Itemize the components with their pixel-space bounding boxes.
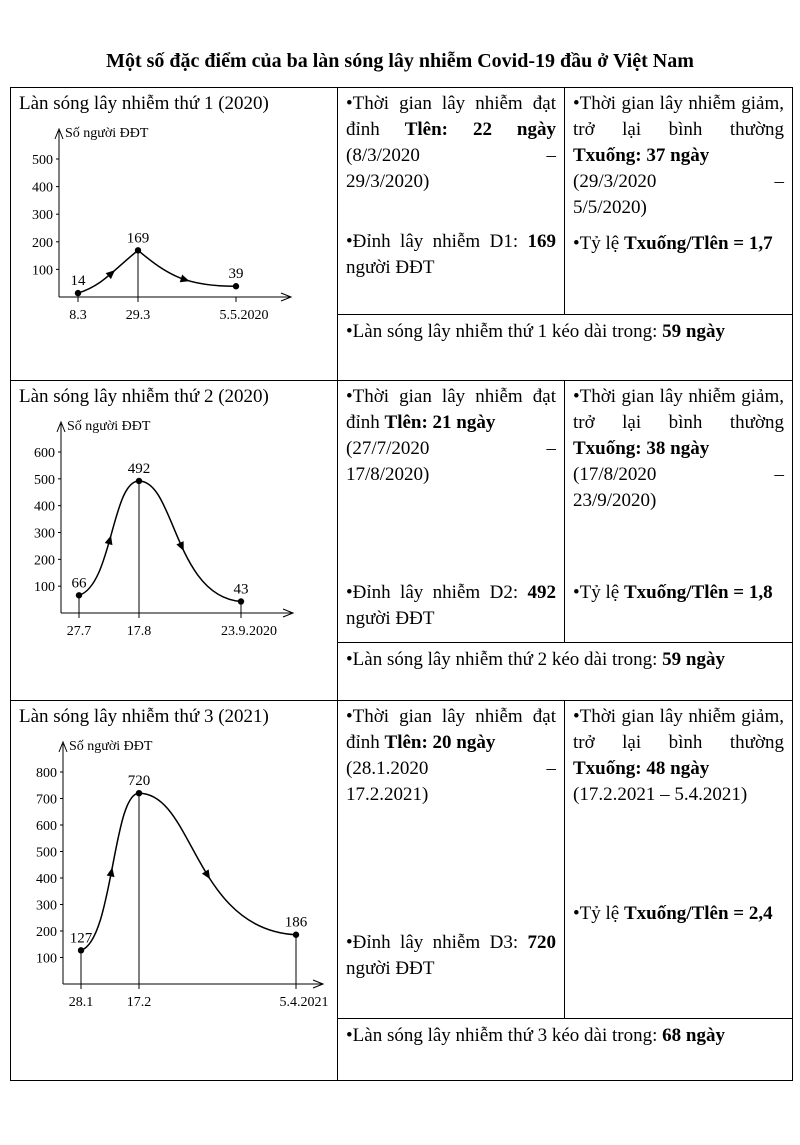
data-point	[136, 790, 142, 796]
data-point	[238, 598, 244, 604]
wave-2-fall-cell	[565, 381, 793, 643]
y-tick-label: 200	[34, 553, 55, 569]
data-label: 186	[284, 914, 308, 931]
x-tick-label: 29.3	[125, 308, 151, 323]
wave-2-duration: •Làn sóng lây nhiễm thứ 2 kéo dài trong: 59 ngày	[346, 649, 725, 670]
x-tick-label: 5.5.2020	[219, 308, 269, 323]
x-tick-label: 23.9.2020	[221, 624, 277, 639]
wave-3-ratio: •Tỷ lệ Txuống/Tlên = 2,4	[573, 903, 773, 924]
wave-1-peak-text: •Đỉnh lây nhiễm D1: 169 người ĐĐT	[346, 231, 557, 278]
wave-2-rise-date-end: 17/8/2020)	[346, 464, 430, 485]
y-tick-label: 400	[32, 180, 53, 196]
wave-1-fall-cell	[565, 88, 793, 315]
wave-curve	[79, 481, 241, 601]
y-tick-label: 300	[36, 898, 57, 914]
y-tick-label: 500	[32, 153, 53, 168]
wave-3-rise-text: •Thời gian lây nhiễm đạt đỉnh Tlên: 20 ngày	[346, 706, 556, 753]
wave-3-rise-date-end: 17.2.2021)	[346, 784, 429, 805]
wave-1-rise-cell	[338, 88, 565, 315]
wave-3-duration: •Làn sóng lây nhiễm thứ 3 kéo dài trong: 68 ngày	[346, 1025, 725, 1046]
x-tick-label: 17.2	[126, 995, 152, 1010]
wave-1-fall-dates: (29/3/2020 –	[573, 171, 784, 192]
data-label: 43	[233, 581, 249, 598]
wave-2-fall-date-end: 23/9/2020)	[573, 490, 657, 511]
wave-1-duration: •Làn sóng lây nhiễm thứ 1 kéo dài trong: 59 ngày	[346, 321, 725, 342]
wave-3-fall-text: •Thời gian lây nhiễm giảm, trở lại bình thường Txuống: 48 ngày	[573, 706, 784, 779]
wave-2-ratio: •Tỷ lệ Txuống/Tlên = 1,8	[573, 582, 773, 603]
x-tick-label: 8.3	[69, 308, 87, 323]
y-tick-label: 300	[32, 208, 53, 224]
y-tick-label: 200	[36, 925, 57, 940]
wave-2-rise-text: •Thời gian lây nhiễm đạt đỉnh Tlên: 21 ngày	[346, 386, 556, 433]
wave-2-row	[11, 381, 793, 643]
x-tick-label: 5.4.2021	[279, 995, 329, 1010]
wave-1-row	[11, 88, 793, 315]
y-tick-label: 300	[34, 526, 55, 542]
wave-3-fall-cell	[565, 701, 793, 1019]
data-label: 720	[127, 773, 151, 790]
y-tick-label: 800	[36, 766, 57, 781]
y-tick-label: 600	[36, 819, 57, 834]
wave-1-chart-cell	[11, 88, 338, 381]
y-tick-label: 400	[36, 872, 57, 887]
data-label: 39	[228, 266, 244, 283]
wave-1-fall-text: •Thời gian lây nhiễm giảm, trở lại bình thường Txuống: 37 ngày	[573, 93, 784, 166]
wave-2-duration-cell	[338, 643, 793, 701]
data-point	[78, 947, 84, 953]
wave-3-rise-cell	[338, 701, 565, 1019]
wave-2-rise-cell	[338, 381, 565, 643]
data-point	[136, 478, 142, 484]
y-tick-label: 200	[32, 235, 53, 251]
wave-1-rise-date-end: 29/3/2020)	[346, 171, 430, 192]
data-point	[233, 283, 239, 289]
wave-3-fall-dates: (17.2.2021 – 5.4.2021)	[573, 784, 748, 805]
data-label: 169	[126, 230, 150, 247]
wave-1-duration-cell	[338, 315, 793, 381]
rise-arrow	[105, 534, 115, 545]
fall-arrow	[180, 275, 191, 285]
fall-arrow	[202, 869, 214, 881]
wave-1-rise-dates: (8/3/2020 –	[346, 145, 556, 166]
wave-2-chart	[11, 414, 337, 676]
data-label: 14	[70, 273, 86, 290]
y-tick-label: 400	[34, 499, 55, 515]
data-point	[76, 592, 82, 598]
wave-2-fall-dates: (17/8/2020 –	[573, 464, 784, 485]
data-label: 492	[127, 460, 151, 477]
data-label: 127	[69, 930, 93, 947]
wave-3-chart	[11, 734, 337, 1044]
wave-3-duration-cell	[338, 1019, 793, 1081]
wave-1-chart	[11, 121, 337, 351]
y-axis-label: Số người ĐĐT	[69, 739, 153, 754]
wave-2-peak-text: •Đỉnh lây nhiễm D2: 492 người ĐĐT	[346, 582, 557, 629]
x-tick-label: 27.7	[66, 624, 92, 639]
y-tick-label: 500	[34, 472, 55, 488]
wave-2-fall-text: •Thời gian lây nhiễm giảm, trở lại bình thường Txuống: 38 ngày	[573, 386, 784, 459]
wave-2-title: Làn sóng lây nhiễm thứ 2 (2020)	[19, 386, 269, 407]
y-tick-label: 100	[34, 580, 55, 596]
y-tick-label: 100	[32, 263, 53, 279]
data-point	[135, 247, 141, 253]
data-point	[293, 932, 299, 938]
x-tick-label: 28.1	[68, 995, 94, 1010]
data-label: 66	[71, 575, 87, 592]
wave-3-peak-text: •Đỉnh lây nhiễm D3: 720 người ĐĐT	[346, 932, 557, 979]
y-axis-label: Số người ĐĐT	[67, 419, 151, 434]
wave-1-title: Làn sóng lây nhiễm thứ 1 (2020)	[19, 93, 269, 114]
wave-2-rise-dates: (27/7/2020 –	[346, 438, 556, 459]
y-tick-label: 100	[36, 951, 57, 967]
wave-2-chart-cell	[11, 381, 338, 701]
wave-3-row	[11, 701, 793, 1019]
wave-3-rise-dates: (28.1.2020 –	[346, 758, 556, 779]
wave-1-rise-text: •Thời gian lây nhiễm đạt đỉnh Tlên: 22 ngày	[346, 93, 556, 140]
wave-3-title: Làn sóng lây nhiễm thứ 3 (2021)	[19, 706, 269, 727]
y-tick-label: 600	[34, 446, 55, 461]
waves-table	[10, 87, 793, 1081]
wave-3-chart-cell	[11, 701, 338, 1081]
wave-1-fall-date-end: 5/5/2020)	[573, 197, 647, 218]
y-axis-label: Số người ĐĐT	[65, 126, 149, 141]
x-tick-label: 17.8	[126, 624, 152, 639]
wave-curve	[78, 250, 236, 293]
y-tick-label: 700	[36, 792, 57, 808]
y-tick-label: 500	[36, 845, 57, 861]
data-point	[75, 290, 81, 296]
fall-arrow	[176, 541, 187, 553]
wave-1-ratio: •Tỷ lệ Txuống/Tlên = 1,7	[573, 233, 773, 254]
page-title: Một số đặc điểm của ba làn sóng lây nhiễm Covid-19 đầu ở Việt Nam	[106, 50, 694, 72]
